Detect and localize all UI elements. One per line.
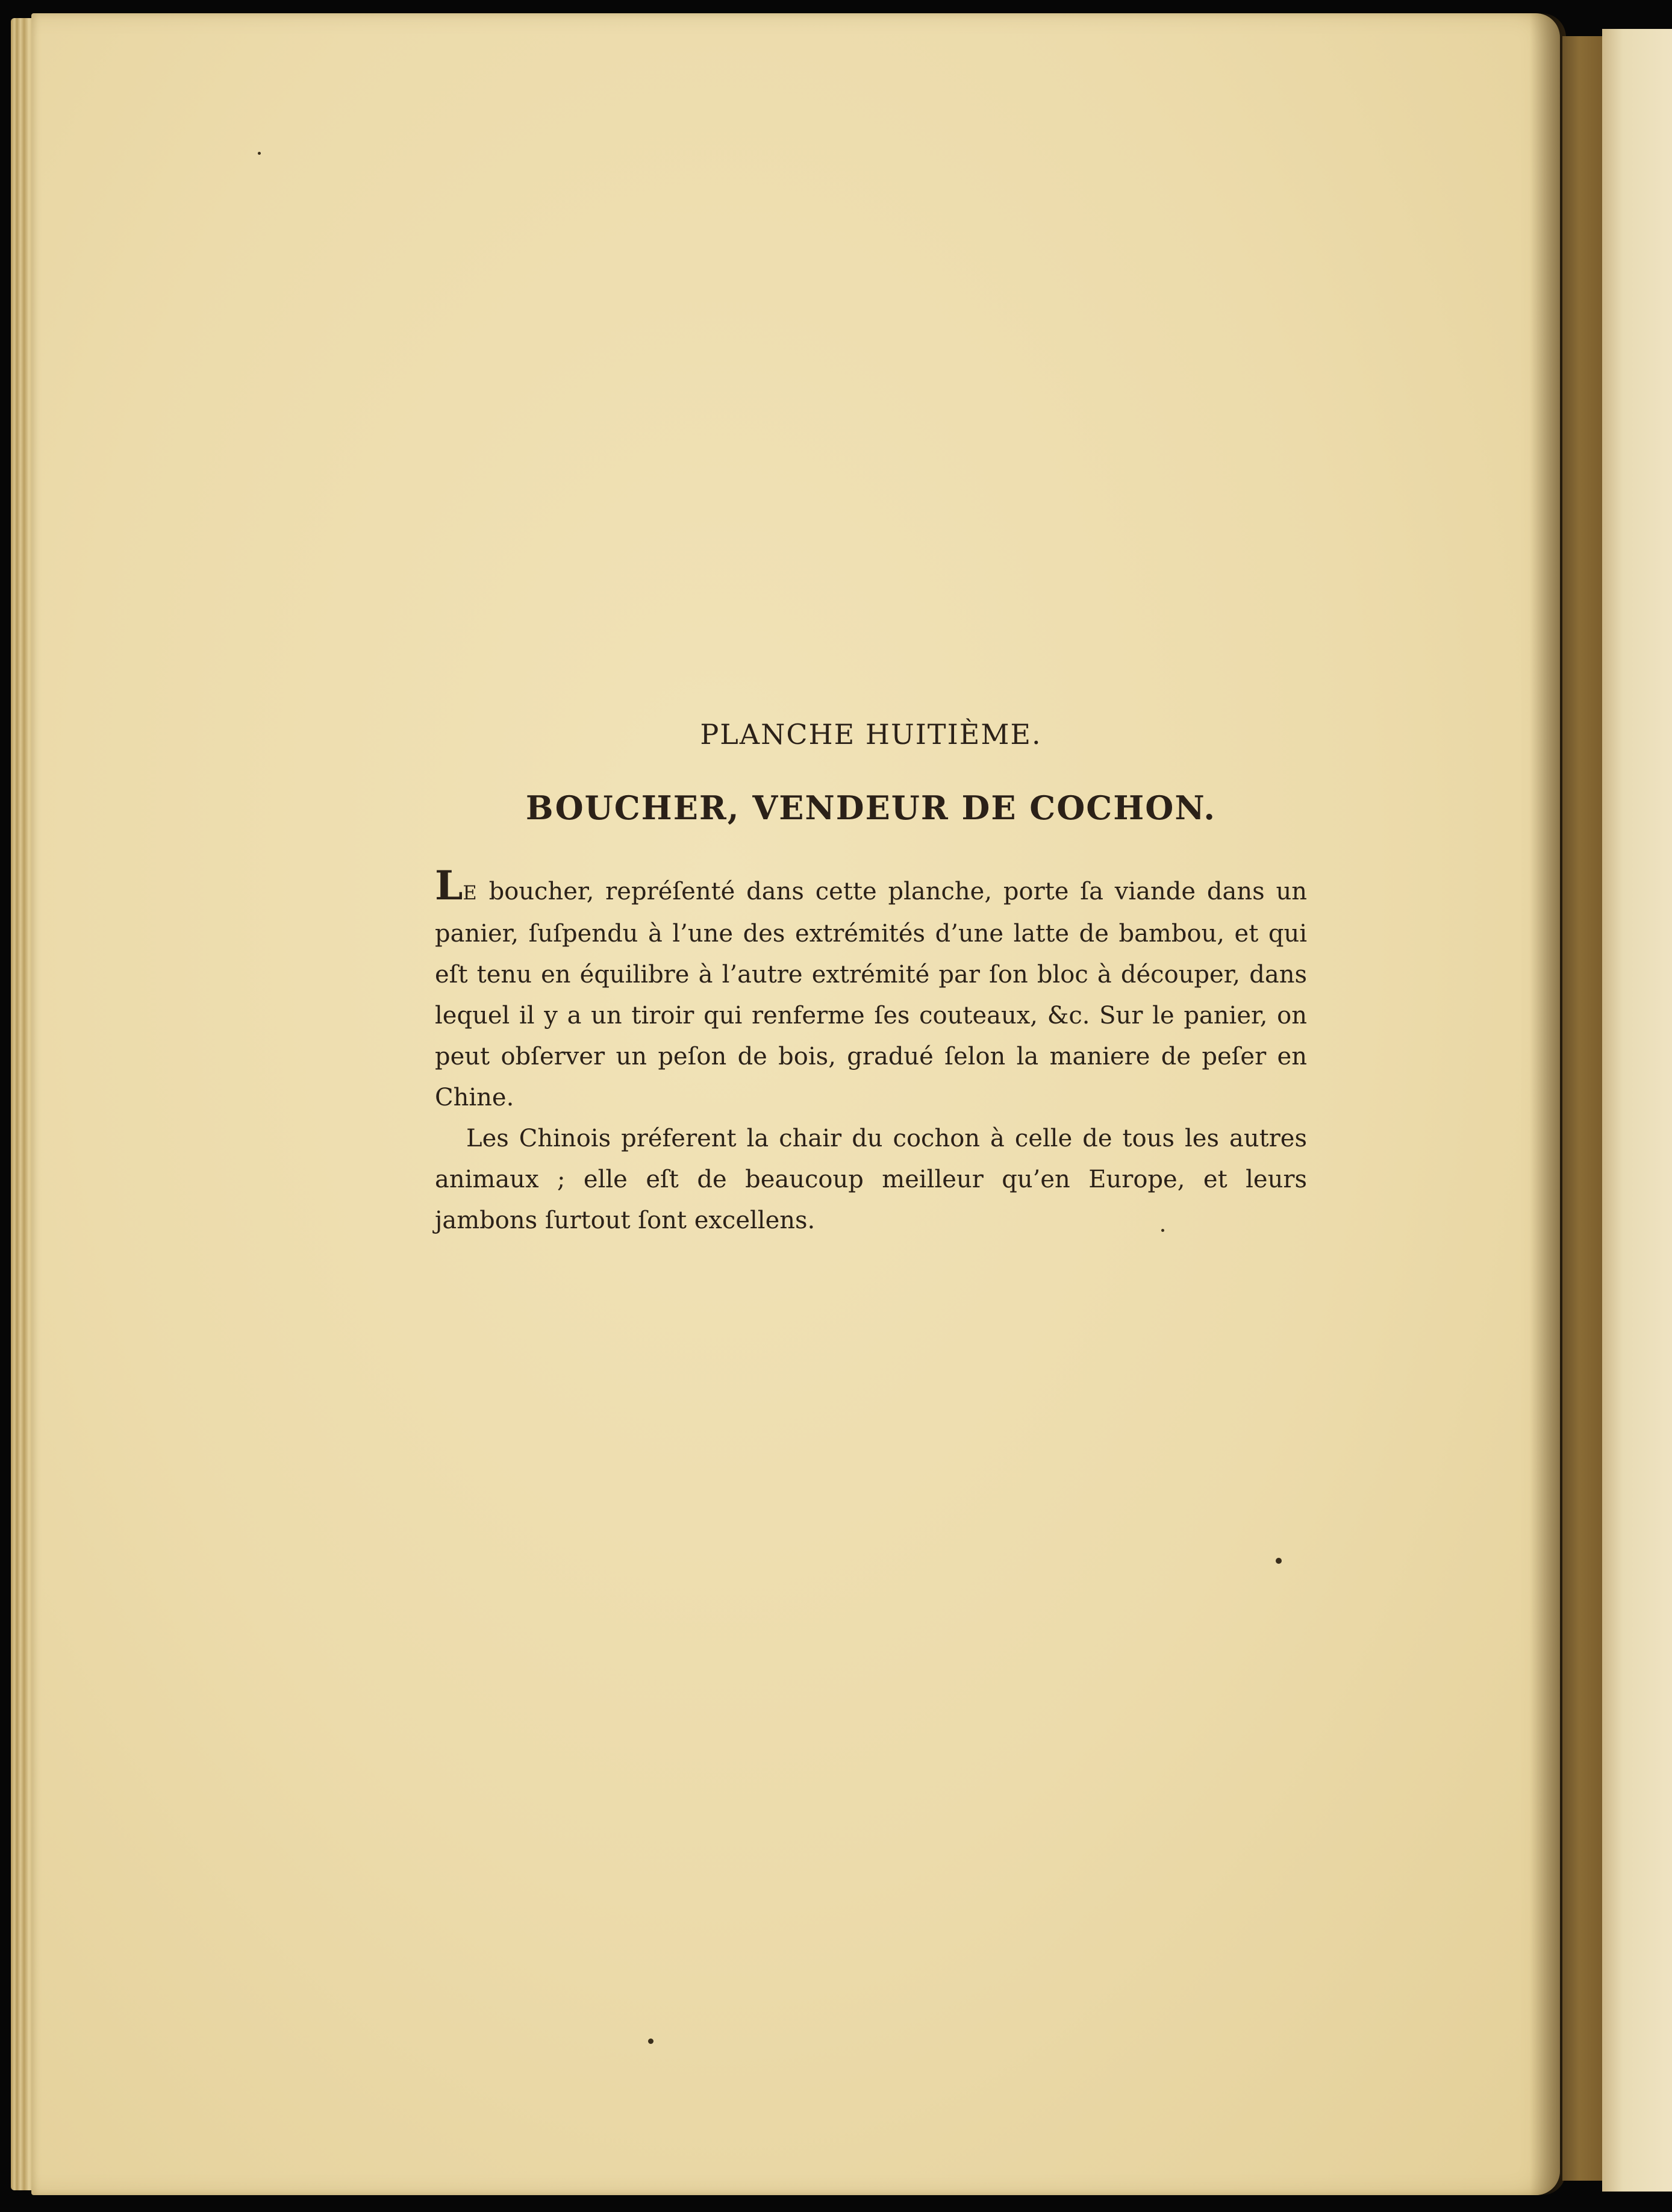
paper-speck [648, 2039, 654, 2044]
paper-speck [1276, 1558, 1282, 1564]
page-text-block [435, 718, 1307, 1241]
drop-cap: L [435, 861, 463, 909]
plate-heading: PLANCHE HUITIÈME. [700, 718, 1042, 751]
small-caps-letter: E [463, 881, 478, 904]
page-title: BOUCHER, VENDEUR DE COCHON. [525, 789, 1217, 828]
paragraph-2: Les Chinois préferent la chair du cochon à celle de tous les autres animaux ; elle eſt de beaucoup meilleur qu’en Europe, et leurs jambons ſurtout ſont excellens. [435, 1124, 1307, 1234]
gutter-shadow [1530, 13, 1566, 2195]
adjacent-page-edge [1602, 29, 1672, 2192]
book-spine [1562, 36, 1605, 2181]
paragraph-1 [435, 861, 1307, 1118]
paragraph-1-text: boucher, repréſenté dans cette planche, porte ſa viande dans un panier, ſuſpendu à l’une des extrémités d’une latte de bambou, et qui eſt tenu en équilibre à l’autre extrémité par ſon bloc à découper, dans lequel il y a un tiroir qui renferme ſes couteaux, &c. Sur le panier, on peut obſerver un peſon de bois, gradué ſelon la maniere de peſer en Chine. [435, 877, 1307, 1111]
paper-speck [258, 152, 261, 155]
